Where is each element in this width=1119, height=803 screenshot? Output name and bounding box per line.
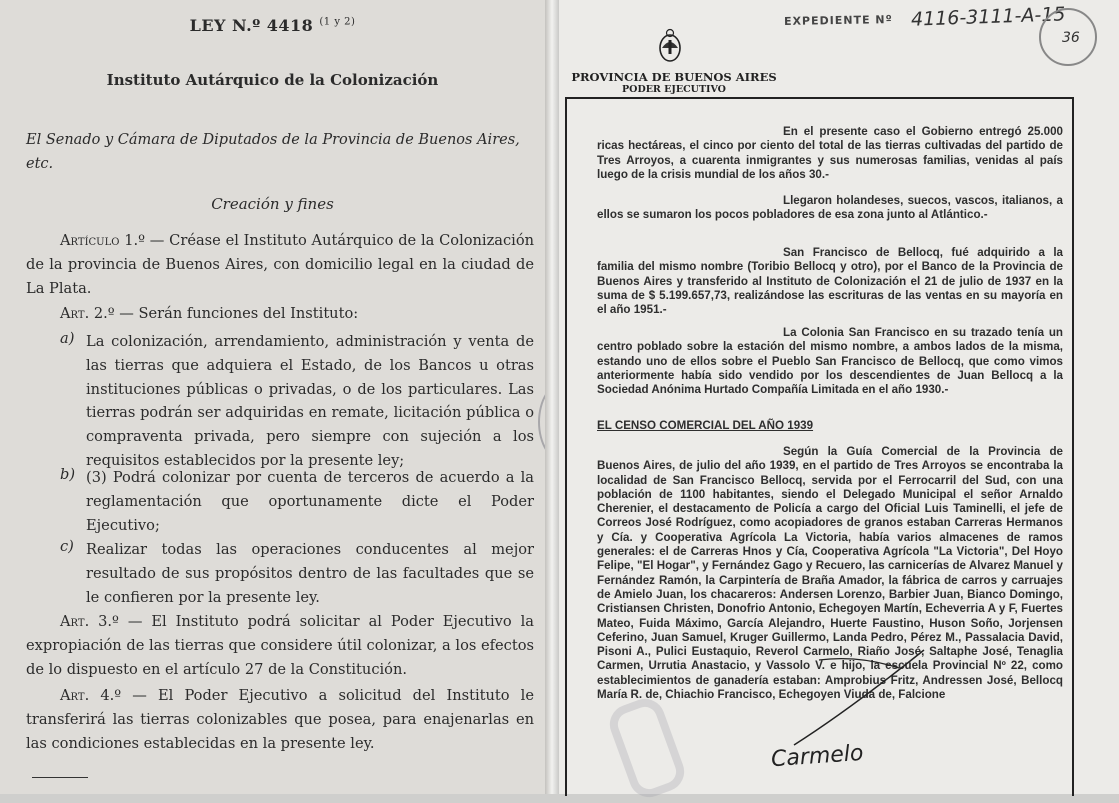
province-header: PROVINCIA DE BUENOS AIRES — [571, 70, 777, 84]
senate-line: El Senado y Cámara de Diputados de la Provincia de Buenos Aires, etc. — [26, 132, 520, 172]
page-gutter — [545, 0, 559, 794]
law-title: LEY N.º 4418 $^{(1 y 2)}$ — [189, 16, 356, 35]
article-4-label: Art. 4.º — [60, 687, 122, 704]
article-1 — [26, 229, 534, 300]
article-3 — [26, 610, 534, 681]
coat-of-arms-icon — [657, 28, 683, 64]
institute-heading: Instituto Autárquico de la Colonización — [106, 71, 439, 89]
paragraph-4: La Colonia San Francisco en su trazado tenía un centro poblado sobre la estación del mismo nombre, a ambos lados de la misma, estando uno de ellos sobre el Pueblo San Francisco de Bellocq, que como vimos anteriormente había sido vendido por los descendientes de Juan Bellocq a la Sociedad Anónima Hurtado Compañía Limitada en el año 1930.- — [597, 326, 1063, 397]
article-3-label: Art. 3.º — [60, 613, 119, 630]
article-2-text: — Serán funciones del Instituto: — [114, 305, 359, 322]
paragraph-3: San Francisco de Bellocq, fué adquirido a la familia del mismo nombre (Toribio Bellocq y otro), por el Banco de la Provincia de Buenos Aires y transferido al Instituto de Colonización el 21 de julio de 1937 en la suma de $ 5.199.657,73, realizándose las escrituras de las ventas en su mayoría en el año 1951.- — [597, 246, 1063, 317]
right-page — [559, 0, 1119, 794]
paragraph-5: Según la Guía Comercial de la Provincia de Buenos Aires, de julio del año 1939, en el partido de Tres Arroyos se encontraba la localidad de San Francisco Bellocq, servida por el Ferrocarril del Sud, con una población de 1100 habitantes, siendo el Delegado Municipal el señor Arnaldo Cherenier, el destacamento de Policía a cargo del Oficial Luis Taminelli, el jefe de Correos José Rodríguez, como acopiadores de granos estaban Carreras Hermanos y Cía. y Cooperativa Agrícola La Victoria, había varios almacenes de ramos generales: el de Carreras Hnos y Cía, Cooperativa Agrícola "La Victoria", Del Hoyo Felipe, "El Hogar", y Fernández Gago y Recuero, las carnicerías de Alvarez Manuel y Fernández Ramón, la Carpintería de Braña Amador, la fábrica de carros y carruajes de Amielo Juan, los chacareros: Andersen Lorenzo, Barbier Juan, Bianco Domingo, Cristiansen Christen, Donofrio Antonio, Echegoyen Martín, Echeverria A y F, Fuertes Mateo, Fuida Máximo, García Alejandro, Huerte Faustino, Huson Soño, Jorjensen Ceferino, Juan Samuel, Kruger Guillermo, Landa Pedro, Pérez M., Passalacia David, Pisoni A., Pulici Eustaquio, Reverol Carmelo, Riaño José, Saltaphe José, Tenaglia Carmen, Urrutia Anastacio, y Vassolo V. e hijo, la escuela Provincial Nº 22, como establecimientos de ganadería estaban: Amprobius Fritz, Andressen José, Bellocq María R. de, Chiachio Francisco, Echegoyen Viuda de, Falcione — [597, 445, 1063, 702]
expediente-number: 4116-3111-A-15 — [910, 3, 1066, 31]
item-b-label: b) — [60, 466, 76, 483]
article-2 — [26, 302, 534, 326]
article-2-label: Art. 2.º — [60, 305, 115, 322]
folio-number: 36 — [1062, 30, 1080, 46]
article-4 — [26, 684, 534, 755]
item-a-label: a) — [60, 330, 75, 347]
paragraph-1: En el presente caso el Gobierno entregó 25.000 ricas hectáreas, el cinco por ciento del total de las tierras cultivadas del partido de Tres Arroyos, a cuarenta inmigrantes y sus numerosas familias, venidas al país luego de la crisis mundial de los años 30.- — [597, 125, 1063, 181]
item-c-text: Realizar todas las operaciones conducentes al mejor resultado de sus propósitos dentro de las facultades que se le confieren por la presente ley. — [86, 541, 534, 606]
executive-header: PODER EJECUTIVO — [622, 84, 726, 95]
item-a-text: La colonización, arrendamiento, administración y venta de las tierras que adquiera el Estado, de los Bancos u otras instituciones públicas o privadas, o de los particulares. Las tierras podrán ser adquiridas en remate, licitación pública o compraventa privada, pero siempre con sujeción a los requisitos establecidos por la presente ley; — [86, 333, 534, 469]
left-page — [0, 0, 545, 794]
signature: Carmelo — [770, 740, 865, 773]
item-b-text: (3) Podrá colonizar por cuenta de terceros de acuerdo a la reglamentación que oportunamente dicte el Poder Ejecutivo; — [86, 469, 534, 534]
article-3-text: — El Instituto podrá solicitar al Poder Ejecutivo la expropiación de las tierras que considere útil colonizar, a los efectos de lo dispuesto en el artículo 27 de la Constitución. — [26, 613, 534, 678]
law-title-note: (1 y 2) — [319, 16, 356, 28]
section-heading: Creación y fines — [211, 195, 334, 213]
signature-stroke — [789, 640, 929, 750]
article-1-text: — Créase el Instituto Autárquico de la Colonización de la provincia de Buenos Aires, con domicilio legal en la ciudad de La Plata. — [26, 232, 535, 297]
article-4-text: — El Poder Ejecutivo a solicitud del Instituto le transferirá las tierras colonizables que posea, para enajenarlas en las condiciones establecidas en la presente ley. — [26, 687, 534, 752]
article-1-label: Artículo 1.º — [60, 232, 146, 249]
footnote-rule — [32, 777, 88, 778]
expediente-label: EXPEDIENTE Nº — [783, 13, 893, 28]
item-c-label: c) — [60, 538, 74, 555]
census-heading: EL CENSO COMERCIAL DEL AÑO 1939 — [597, 419, 814, 432]
paragraph-2: Llegaron holandeses, suecos, vascos, italianos, a ellos se sumaron los pocos pobladores de esa zona junto al Atlántico.- — [597, 194, 1063, 222]
